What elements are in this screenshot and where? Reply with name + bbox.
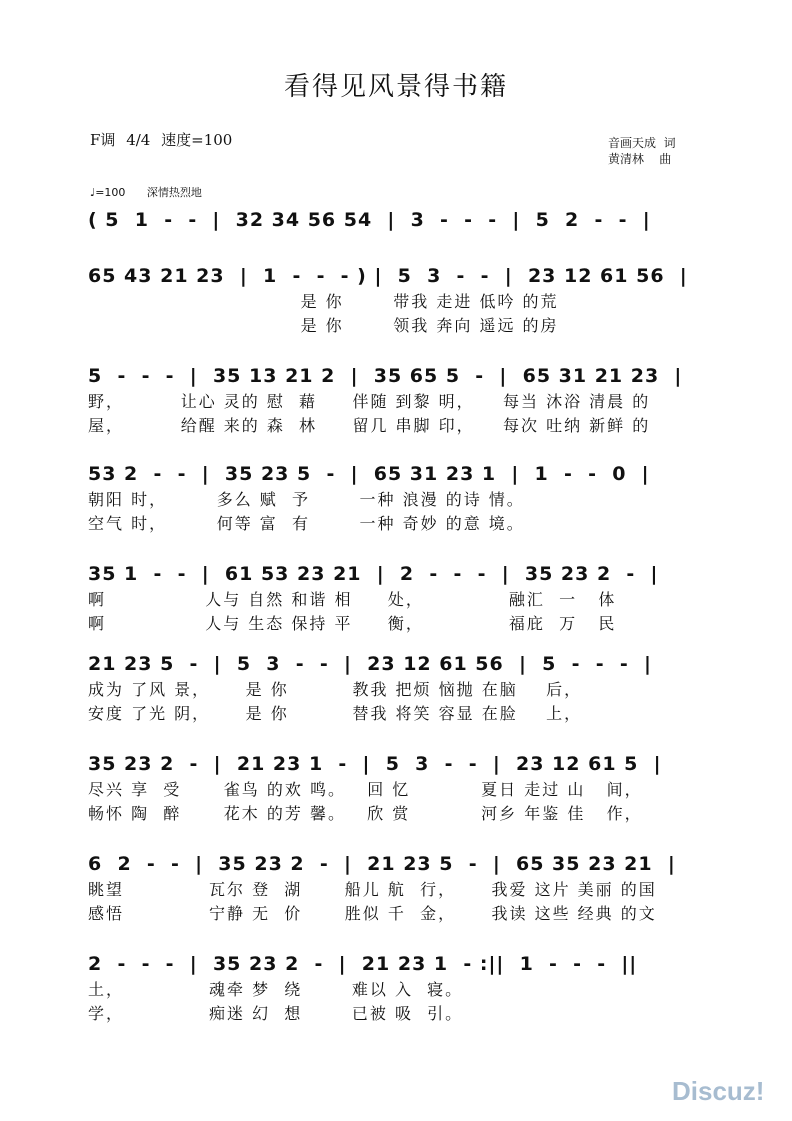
lyric-line: 是 你 带我 走进 低吟 的荒 (88, 292, 559, 311)
song-title: 看得见风景得书籍 (283, 72, 508, 102)
notation-line: 2 - - - | 35 23 2 - | 21 23 1 - :|| 1 - - - || (88, 953, 638, 975)
score-line (88, 950, 708, 1026)
score-line (88, 850, 708, 926)
lyric-line: 成为 了风 景， 是 你 教我 把烦 恼抛 在脑 后， (88, 680, 583, 699)
notation-line: 6 2 - - | 35 23 2 - | 21 23 5 - | 65 35 23 21 | (88, 853, 676, 875)
lyric-line: 空气 时， 何等 富 有 一种 奇妙 的意 境。 (88, 514, 525, 533)
key-tonic: F调 (90, 131, 116, 149)
speed-label: 速度=100 (161, 131, 233, 149)
notation-line: 35 23 2 - | 21 23 1 - | 5 3 - - | 23 12 61 5 | (88, 753, 662, 775)
lyric-line: 野， 让心 灵的 慰 藉 伴随 到黎 明， 每当 沐浴 清晨 的 (88, 392, 651, 411)
lyric-line: 畅怀 陶 醉 花木 的芳 馨。 欣 赏 河乡 年鉴 佳 作， (88, 804, 643, 823)
credits (608, 135, 676, 167)
score-line (88, 362, 708, 438)
score-line (88, 262, 708, 338)
score-line (88, 560, 708, 636)
lyric-line: 眺望 瓦尔 登 湖 船儿 航 行， 我爱 这片 美丽 的国 (88, 880, 657, 899)
score-line (88, 650, 708, 726)
notation-line: 53 2 - - | 35 23 5 - | 65 31 23 1 | 1 - - 0 | (88, 463, 650, 485)
lyric-line: 尽兴 享 受 雀鸟 的欢 鸣。 回 忆 夏日 走过 山 间， (88, 780, 643, 799)
score-line (88, 206, 708, 234)
expression-mark: 深情热烈地 (146, 186, 202, 199)
composer-credit: 黄清林 曲 (608, 152, 672, 166)
lyric-line: 啊 人与 生态 保持 平 衡， 福庇 万 民 (88, 614, 617, 633)
lyric-line: 安度 了光 阴， 是 你 替我 将笑 容显 在脸 上， (88, 704, 583, 723)
notation-line: 65 43 21 23 | 1 - - - ) | 5 3 - - | 23 12 61 56 | (88, 265, 688, 287)
tempo-mark: ♩=100 (90, 186, 126, 199)
watermark-logo: Discuz! (672, 1076, 765, 1106)
notation-line: 21 23 5 - | 5 3 - - | 23 12 61 56 | 5 - - - | (88, 653, 652, 675)
notation-line: 5 - - - | 35 13 21 2 | 35 65 5 - | 65 31 21 23 | (88, 365, 683, 387)
key-signature (90, 129, 238, 150)
score-line (88, 460, 708, 536)
lyric-line: 朝阳 时， 多么 赋 予 一种 浪漫 的诗 情。 (88, 490, 525, 509)
lyric-line: 屋， 给醒 来的 森 林 留几 串脚 印， 每次 吐纳 新鲜 的 (88, 416, 651, 435)
lyric-line: 感悟 宁静 无 价 胜似 千 金， 我读 这些 经典 的文 (88, 904, 657, 923)
time-signature: 4/4 (126, 131, 151, 149)
notation-line: ( 5 1 - - | 32 34 56 54 | 3 - - - | 5 2 - - | (88, 209, 651, 231)
lyricist-credit: 音画天成 词 (608, 136, 676, 150)
tempo-marking (90, 184, 220, 200)
lyric-line: 学， 痴迷 幻 想 已被 吸 引。 (88, 1004, 464, 1023)
lyric-line: 土， 魂牵 梦 绕 难以 入 寝。 (88, 980, 464, 999)
lyric-line: 是 你 领我 奔向 遥远 的房 (88, 316, 559, 335)
notation-line: 35 1 - - | 61 53 23 21 | 2 - - - | 35 23 2 - | (88, 563, 659, 585)
score-line (88, 750, 708, 826)
lyric-line: 啊 人与 自然 和谐 相 处， 融汇 一 体 (88, 590, 617, 609)
